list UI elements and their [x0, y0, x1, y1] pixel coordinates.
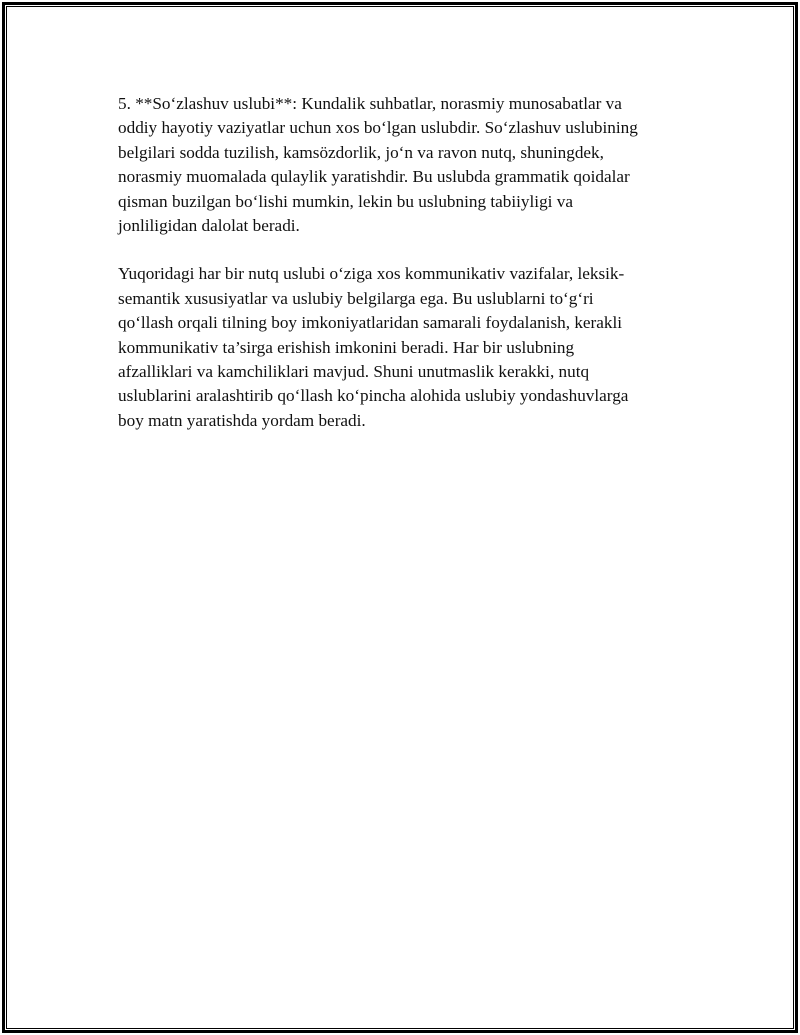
paragraph-item-so-zlashuv-uslubi	[118, 92, 678, 238]
paragraph-line: belgilari sodda tuzilish, kamsözdorlik, jo‘n va ravon nutq, shuningdek,	[118, 142, 604, 162]
paragraph-line: jonliligidan dalolat beradi.	[118, 216, 300, 236]
paragraph-line: Yuqoridagi har bir nutq uslubi o‘ziga xos kommunikativ vazifalar, leksik-	[118, 264, 625, 284]
document-body	[118, 92, 678, 433]
paragraph-line: oddiy hayotiy vaziyatlar uchun xos bo‘lgan uslubdir. So‘zlashuv uslubining	[118, 118, 638, 138]
paragraph-line: afzalliklari va kamchiliklari mavjud. Shuni unutmaslik kerakki, nutq	[118, 362, 590, 382]
paragraph-conclusion	[118, 262, 678, 433]
paragraph-spacer	[118, 238, 678, 262]
paragraph-line: qo‘llash orqali tilning boy imkoniyatlaridan samarali foydalanish, kerakli	[118, 313, 623, 333]
paragraph-line: kommunikativ ta’sirga erishish imkonini beradi. Har bir uslubning	[118, 337, 575, 357]
paragraph-line: semantik xususiyatlar va uslubiy belgilarga ega. Bu uslublarni to‘g‘ri	[118, 288, 594, 308]
paragraph-line: qisman buzilgan bo‘lishi mumkin, lekin bu uslubning tabiiyligi va	[118, 191, 573, 211]
paragraph-line: uslublarini aralashtirib qo‘llash ko‘pincha alohida uslubiy yondashuvlarga	[118, 386, 629, 406]
paragraph-line: 5. **So‘zlashuv uslubi**: Kundalik suhbatlar, norasmiy munosabatlar va	[118, 94, 622, 113]
paragraph-line: norasmiy muomalada qulaylik yaratishdir. Bu uslubda grammatik qoidalar	[118, 167, 630, 187]
paragraph-line: boy matn yaratishda yordam beradi.	[118, 410, 366, 430]
